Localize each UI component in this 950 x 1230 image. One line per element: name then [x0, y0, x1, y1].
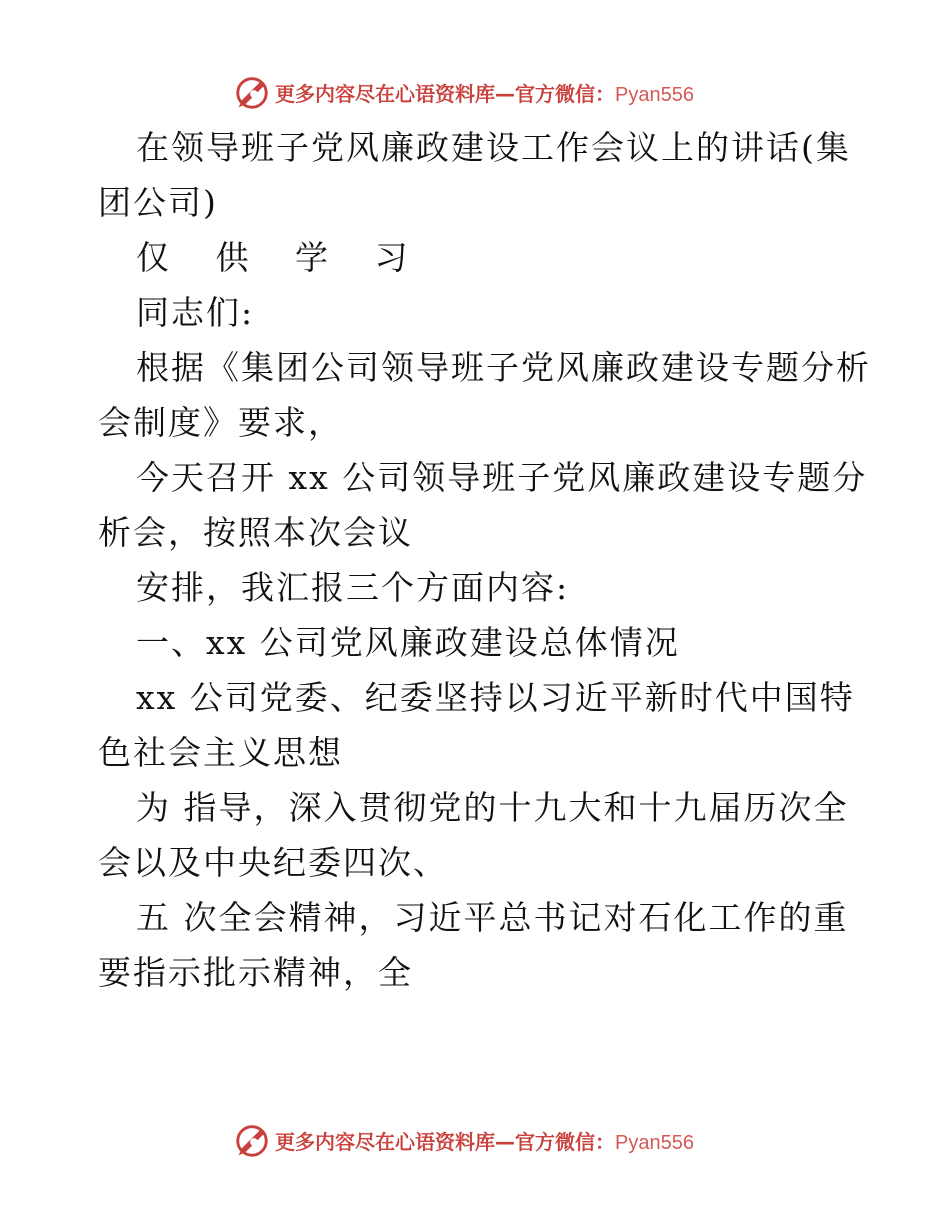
document-line: 团公司): [98, 183, 218, 222]
watermark-wechat-id: Pyan556: [615, 83, 694, 106]
document-line: 根据《集团公司领导班子党风廉政建设专题分析: [136, 348, 871, 387]
document-line: xx 公司党委、纪委坚持以习近平新时代中国特: [136, 678, 855, 717]
document-line: 同志们:: [136, 293, 255, 332]
document-line: 今天召开 xx 公司领导班子党风廉政建设专题分: [136, 458, 868, 497]
watermark-text: 更多内容尽在心语资料库—官方微信：: [275, 81, 615, 106]
document-line: 为 指导，深入贯彻党的十九大和十九届历次全: [136, 788, 849, 827]
document-line: 一、xx 公司党风廉政建设总体情况: [136, 623, 680, 662]
header-watermark: [0, 70, 950, 114]
watermark-wechat-id: Pyan556: [615, 1131, 694, 1154]
document-line: 在领导班子党风廉政建设工作会议上的讲话(集: [136, 128, 851, 167]
footer-watermark: [0, 1118, 950, 1162]
document-line: 五 次全会精神，习近平总书记对石化工作的重: [136, 898, 849, 937]
document-line: 会以及中央纪委四次、: [98, 843, 448, 882]
document-line: 安排，我汇报三个方面内容:: [136, 568, 570, 607]
document-line: 析会，按照本次会议: [98, 513, 413, 552]
document-line: 会制度》要求，: [98, 403, 343, 442]
document-body: [98, 120, 871, 1000]
document-line: 仅 供 学 习: [136, 238, 426, 277]
document-line: 色社会主义思想: [98, 733, 343, 772]
document-line: 要指示批示精神，全: [98, 953, 413, 992]
pen-logo-icon: [233, 1121, 271, 1159]
watermark-text: 更多内容尽在心语资料库—官方微信：: [275, 1129, 615, 1154]
pen-logo-icon: [233, 73, 271, 111]
